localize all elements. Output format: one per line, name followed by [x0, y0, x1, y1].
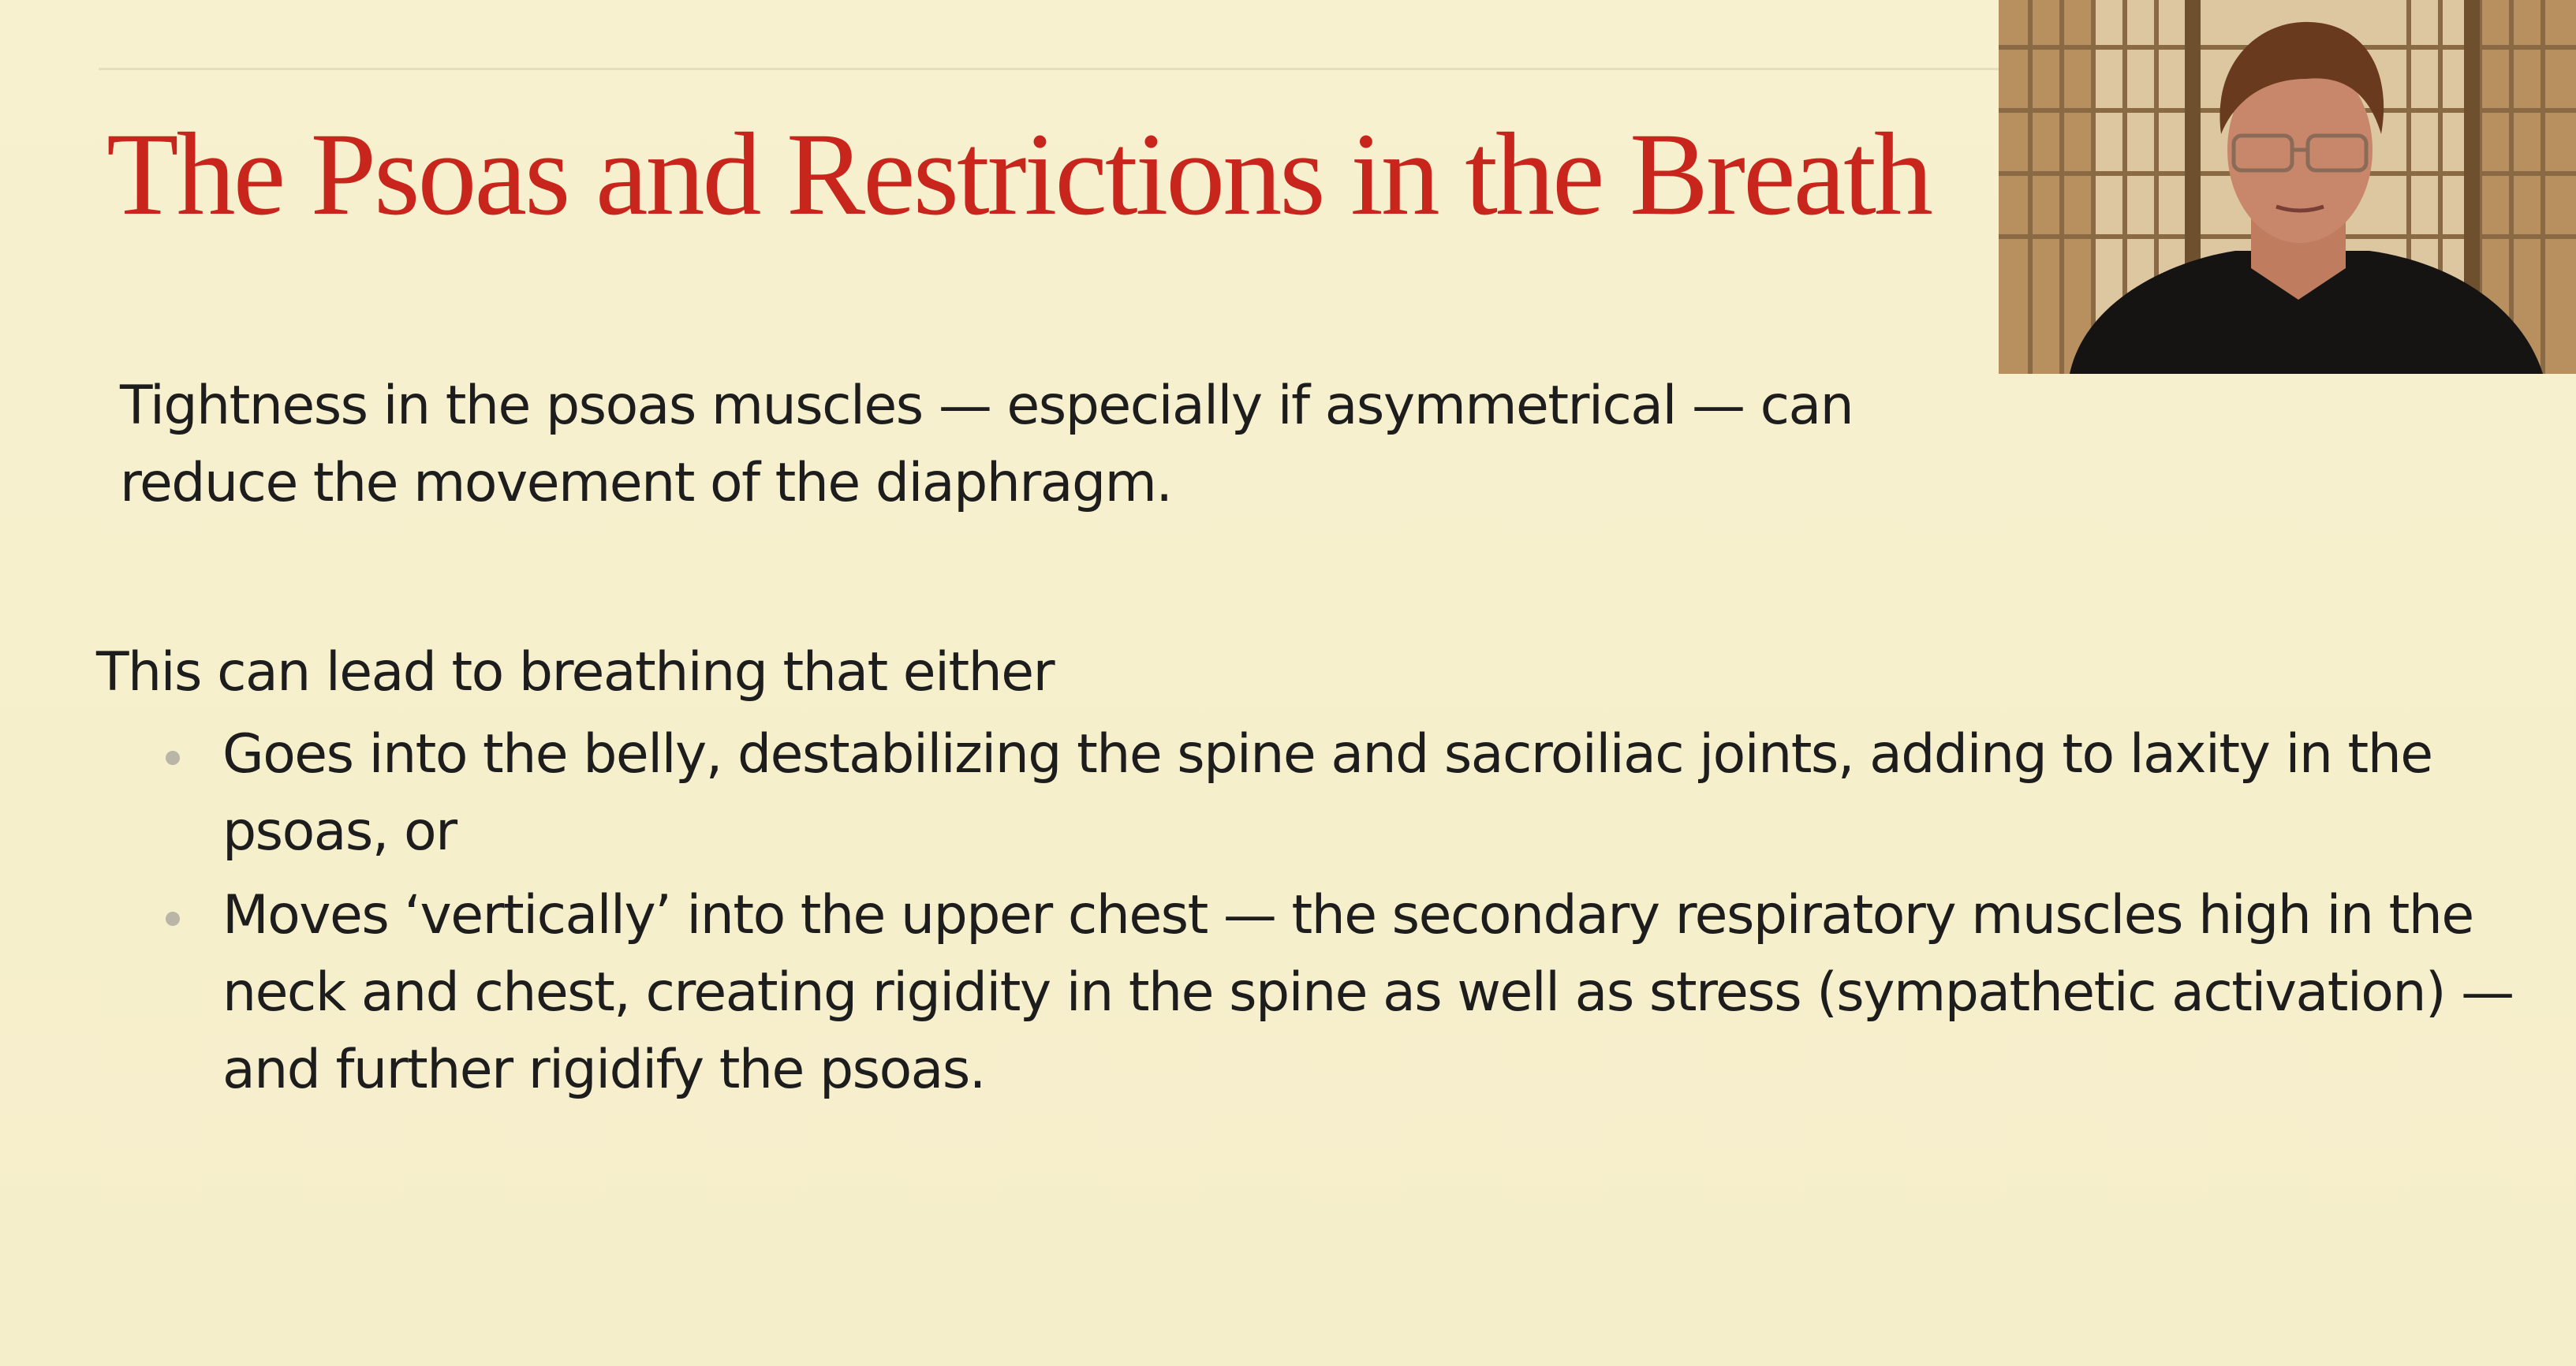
slide-title: The Psoas and Restrictions in the Breath — [106, 109, 1931, 240]
presenter-webcam-image — [1999, 0, 2576, 374]
lead-in-paragraph: This can lead to breathing that either — [96, 641, 1055, 704]
presenter-video-overlay — [1999, 0, 2576, 374]
bullet-text: Moves ‘vertically’ into the upper chest — the secondary respiratory muscles high in the neck and chest, creating rigidity in the spine as well as stress (sympathetic activation) — and further rigidify the psoas. — [222, 884, 2514, 1101]
top-divider-line — [99, 68, 1999, 70]
bullet-item — [158, 877, 2540, 1109]
intro-paragraph: Tightness in the psoas muscles — especially if asymmetrical — can reduce the movement of the diaphragm. — [120, 375, 1854, 514]
bullet-dot-icon — [166, 751, 180, 765]
bullet-item — [158, 716, 2540, 871]
bullet-dot-icon — [166, 912, 180, 926]
bullet-list — [158, 716, 2540, 1115]
bullet-text: Goes into the belly, destabilizing the spine and sacroiliac joints, adding to laxity in the psoas, or — [222, 723, 2432, 863]
